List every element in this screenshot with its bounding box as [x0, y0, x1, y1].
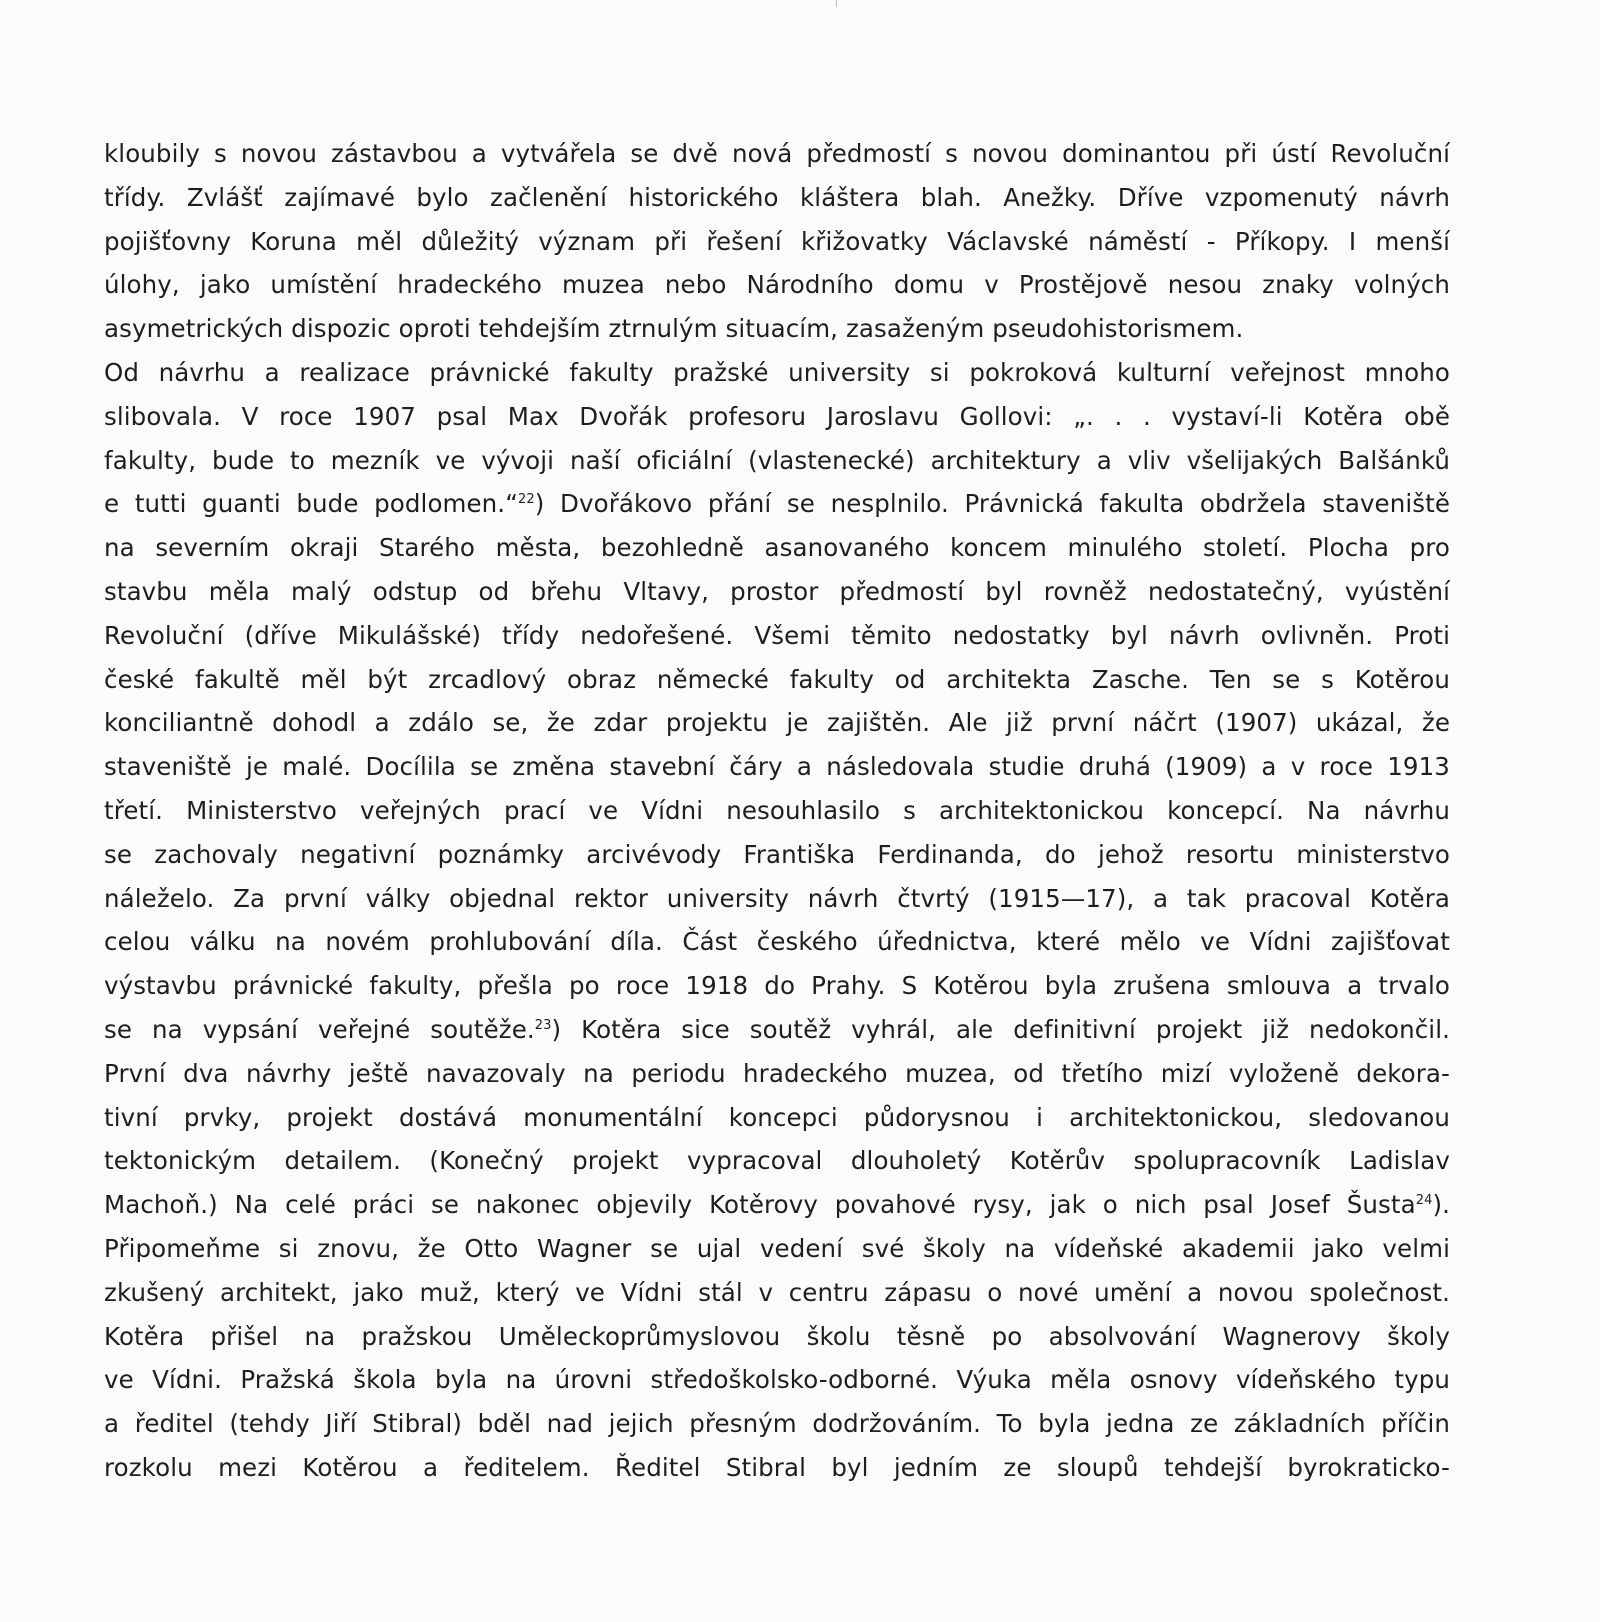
text-line: třetí. Ministerstvo veřejných prací ve Vídni nesouhlasilo s architektonickou koncepcí. Na návrhu	[104, 795, 1450, 825]
text-line: tektonickým detailem. (Konečný projekt vypracoval dlouholetý Kotěrův spolupracovník Ladislav	[104, 1146, 1450, 1176]
text-line: na severním okraji Starého města, bezohledně asanovaného koncem minulého století. Plocha pro	[104, 533, 1450, 563]
text-line	[104, 482, 1450, 526]
footnote-ref: 22	[517, 492, 535, 508]
text-line: Kotěra přišel na pražskou Uměleckoprůmyslovou školu těsně po absolvování Wagnerovy školy	[104, 1321, 1450, 1351]
text-span: ) Dvořákovo přání se nesplnilo. Právnická fakulta obdržela staveniště	[534, 489, 1450, 519]
text-line: staveniště je malé. Docílila se změna stavební čáry a následovala studie druhá (1909) a v roce 1913	[104, 752, 1450, 782]
text-line: ve Vídni. Pražská škola byla na úrovni středoškolsko-odborné. Výuka měla osnovy vídeňského typu	[104, 1365, 1450, 1395]
text-line: a ředitel (tehdy Jiří Stibral) bděl nad jejich přesným dodržováním. To byla jedna ze základních příčin	[104, 1409, 1450, 1439]
text-line: Od návrhu a realizace právnické fakulty pražské university si pokroková kulturní veřejnost mnoho	[104, 357, 1450, 387]
footnote-ref: 24	[1415, 1193, 1433, 1209]
footnote-ref: 23	[534, 1017, 552, 1033]
text-line: úlohy, jako umístění hradeckého muzea nebo Národního domu v Prostějově nesou znaky volných	[104, 270, 1450, 300]
text-line: se zachovaly negativní poznámky arcivévody Františka Ferdinanda, do jehož resortu ministerstvo	[104, 839, 1450, 869]
text-line: celou válku na novém prohlubování díla. Část českého úřednictva, které mělo ve Vídni zajišťovat	[104, 927, 1450, 957]
text-line: kloubily s novou zástavbou a vytvářela se dvě nová předmostí s novou dominantou při ústí Revoluční	[104, 139, 1450, 168]
text-line: Revoluční (dříve Mikulášské) třídy nedořešené. Všemi těmito nedostatky byl návrh ovlivněn. Proti	[104, 620, 1450, 650]
text-line: konciliantně dohodl a zdálo se, že zdar projektu je zajištěn. Ale již první náčrt (1907) ukázal, že	[104, 708, 1450, 738]
text-line: První dva návrhy ještě navazovaly na periodu hradeckého muzea, od třetího mizí vyloženě dekora-	[104, 1058, 1450, 1088]
text-line: české fakultě měl být zrcadlový obraz německé fakulty od architekta Zasche. Ten se s Kotěrou	[104, 664, 1450, 694]
text-line: náleželo. Za první války objednal rektor university návrh čtvrtý (1915—17), a tak pracoval Kotěra	[104, 883, 1450, 913]
scan-mark	[836, 0, 837, 7]
text-line	[104, 1183, 1450, 1227]
text-line: asymetrických dispozic oproti tehdejším ztrnulým situacím, zasaženým pseudohistorismem.	[104, 314, 1244, 344]
text-line: výstavbu právnické fakulty, přešla po roce 1918 do Prahy. S Kotěrou byla zrušena smlouva a trvalo	[104, 971, 1450, 1001]
text-span: Machoň.) Na celé práci se nakonec objevily Kotěrovy povahové rysy, jak o nich psal Josef Šusta	[104, 1190, 1416, 1220]
text-span: se na vypsání veřejné soutěže.	[104, 1014, 535, 1044]
body-text	[104, 132, 1450, 1490]
text-line: tivní prvky, projekt dostává monumentální koncepci půdorysnou i architektonickou, sledovanou	[104, 1102, 1450, 1132]
text-line: Připomeňme si znovu, že Otto Wagner se ujal vedení své školy na vídeňské akademii jako velmi	[104, 1233, 1450, 1263]
text-line: zkušený architekt, jako muž, který ve Vídni stál v centru zápasu o nové umění a novou společnost.	[104, 1277, 1450, 1307]
text-span: ).	[1432, 1190, 1450, 1220]
text-line: slibovala. V roce 1907 psal Max Dvořák profesoru Jaroslavu Gollovi: „. . . vystaví-li Kotěra obě	[104, 401, 1450, 431]
text-span: ) Kotěra sice soutěž vyhrál, ale definitivní projekt již nedokončil.	[551, 1014, 1450, 1044]
text-line: třídy. Zvlášť zajímavé bylo začlenění historického kláštera blah. Anežky. Dříve vzpomenutý návrh	[104, 182, 1450, 212]
text-span: e tutti guanti bude podlomen.“	[104, 489, 518, 519]
text-line	[104, 1008, 1450, 1052]
text-line: fakulty, bude to mezník ve vývoji naší oficiální (vlastenecké) architektury a vliv všelijakých Balšánků	[104, 445, 1450, 475]
text-line: rozkolu mezi Kotěrou a ředitelem. Ředitel Stibral byl jedním ze sloupů tehdejší byrokraticko-	[104, 1452, 1450, 1482]
text-line: pojišťovny Koruna měl důležitý význam při řešení křižovatky Václavské náměstí - Příkopy. I menší	[104, 226, 1450, 256]
text-line: stavbu měla malý odstup od břehu Vltavy, prostor předmostí byl rovněž nedostatečný, vyústění	[104, 576, 1450, 606]
